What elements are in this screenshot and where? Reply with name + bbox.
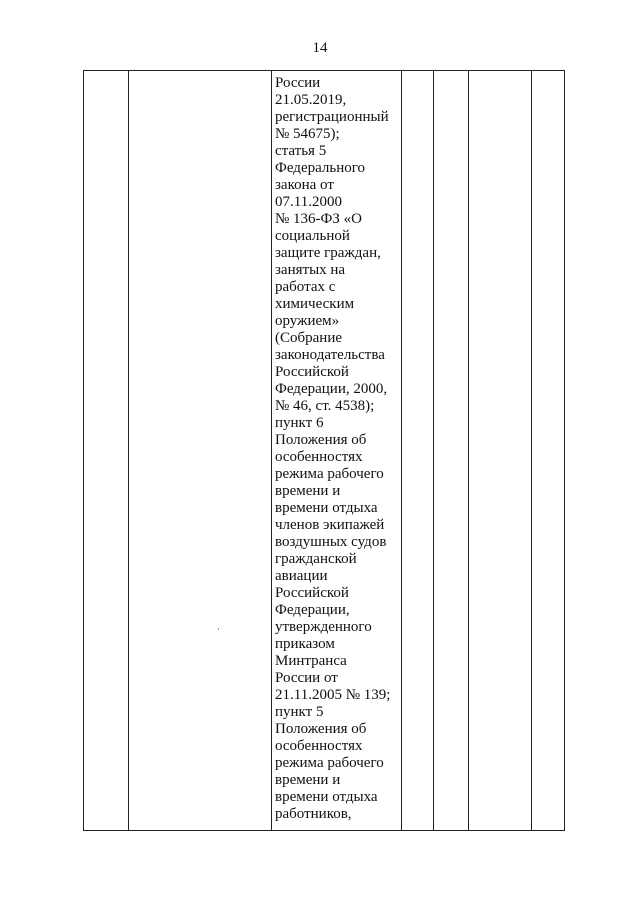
- cell-text-line: режима рабочего: [275, 466, 384, 482]
- cell-text-line: особенностях: [275, 738, 363, 754]
- cell-text-line: Минтранса: [275, 653, 347, 669]
- cell-text-line: социальной: [275, 228, 350, 244]
- column-divider: [271, 71, 272, 830]
- cell-text-line: оружием»: [275, 313, 340, 329]
- cell-text-line: Положения об: [275, 432, 367, 448]
- column-divider: [128, 71, 129, 830]
- cell-text-line: пункт 6: [275, 415, 324, 431]
- cell-text-line: работах с: [275, 279, 336, 295]
- cell-text-line: закона от: [275, 177, 334, 193]
- cell-text-line: 07.11.2000: [275, 194, 342, 210]
- cell-text-line: Федерации, 2000,: [275, 381, 388, 397]
- cell-text-line: 21.05.2019,: [275, 92, 347, 108]
- cell-text-line: Российской: [275, 364, 349, 380]
- cell-text-line: законодательства: [275, 347, 385, 363]
- cell-text-line: № 136-ФЗ «О: [275, 211, 363, 227]
- cell-text-line: членов экипажей: [275, 517, 385, 533]
- cell-text-line: регистрационный: [275, 109, 389, 125]
- cell-text-line: времени и: [275, 483, 341, 499]
- cell-text-line: России от: [275, 670, 338, 686]
- column-divider: [531, 71, 532, 830]
- document-table: [83, 70, 565, 831]
- page-number: 14: [312, 40, 328, 56]
- cell-text-line: занятых на: [275, 262, 346, 278]
- cell-text-line: особенностях: [275, 449, 363, 465]
- cell-text-line: Федерального: [275, 160, 366, 176]
- cell-text-line: режима рабочего: [275, 755, 384, 771]
- cell-text-line: приказом: [275, 636, 335, 652]
- column-divider: [433, 71, 434, 830]
- cell-text-line: защите граждан,: [275, 245, 381, 261]
- scan-speck: [218, 628, 219, 630]
- cell-text-line: № 46, ст. 4538);: [275, 398, 375, 414]
- cell-text-line: Российской: [275, 585, 349, 601]
- cell-text-line: статья 5: [275, 143, 327, 159]
- legal-basis-cell: [275, 75, 405, 823]
- cell-text-line: № 54675);: [275, 126, 340, 142]
- cell-text-line: химическим: [275, 296, 355, 312]
- cell-text-line: 21.11.2005 № 139;: [275, 687, 391, 703]
- cell-text-line: гражданской: [275, 551, 357, 567]
- cell-text-line: времени отдыха: [275, 500, 378, 516]
- cell-text-line: воздушных судов: [275, 534, 387, 550]
- cell-text-line: пункт 5: [275, 704, 324, 720]
- cell-text-line: Положения об: [275, 721, 367, 737]
- cell-text-line: Федерации,: [275, 602, 350, 618]
- cell-text-line: России: [275, 75, 321, 91]
- cell-text-line: работников,: [275, 806, 352, 822]
- cell-text-line: авиации: [275, 568, 328, 584]
- column-divider: [468, 71, 469, 830]
- cell-text-line: времени отдыха: [275, 789, 378, 805]
- cell-text-line: (Собрание: [275, 330, 343, 346]
- cell-text-line: времени и: [275, 772, 341, 788]
- cell-text-line: утвержденного: [275, 619, 372, 635]
